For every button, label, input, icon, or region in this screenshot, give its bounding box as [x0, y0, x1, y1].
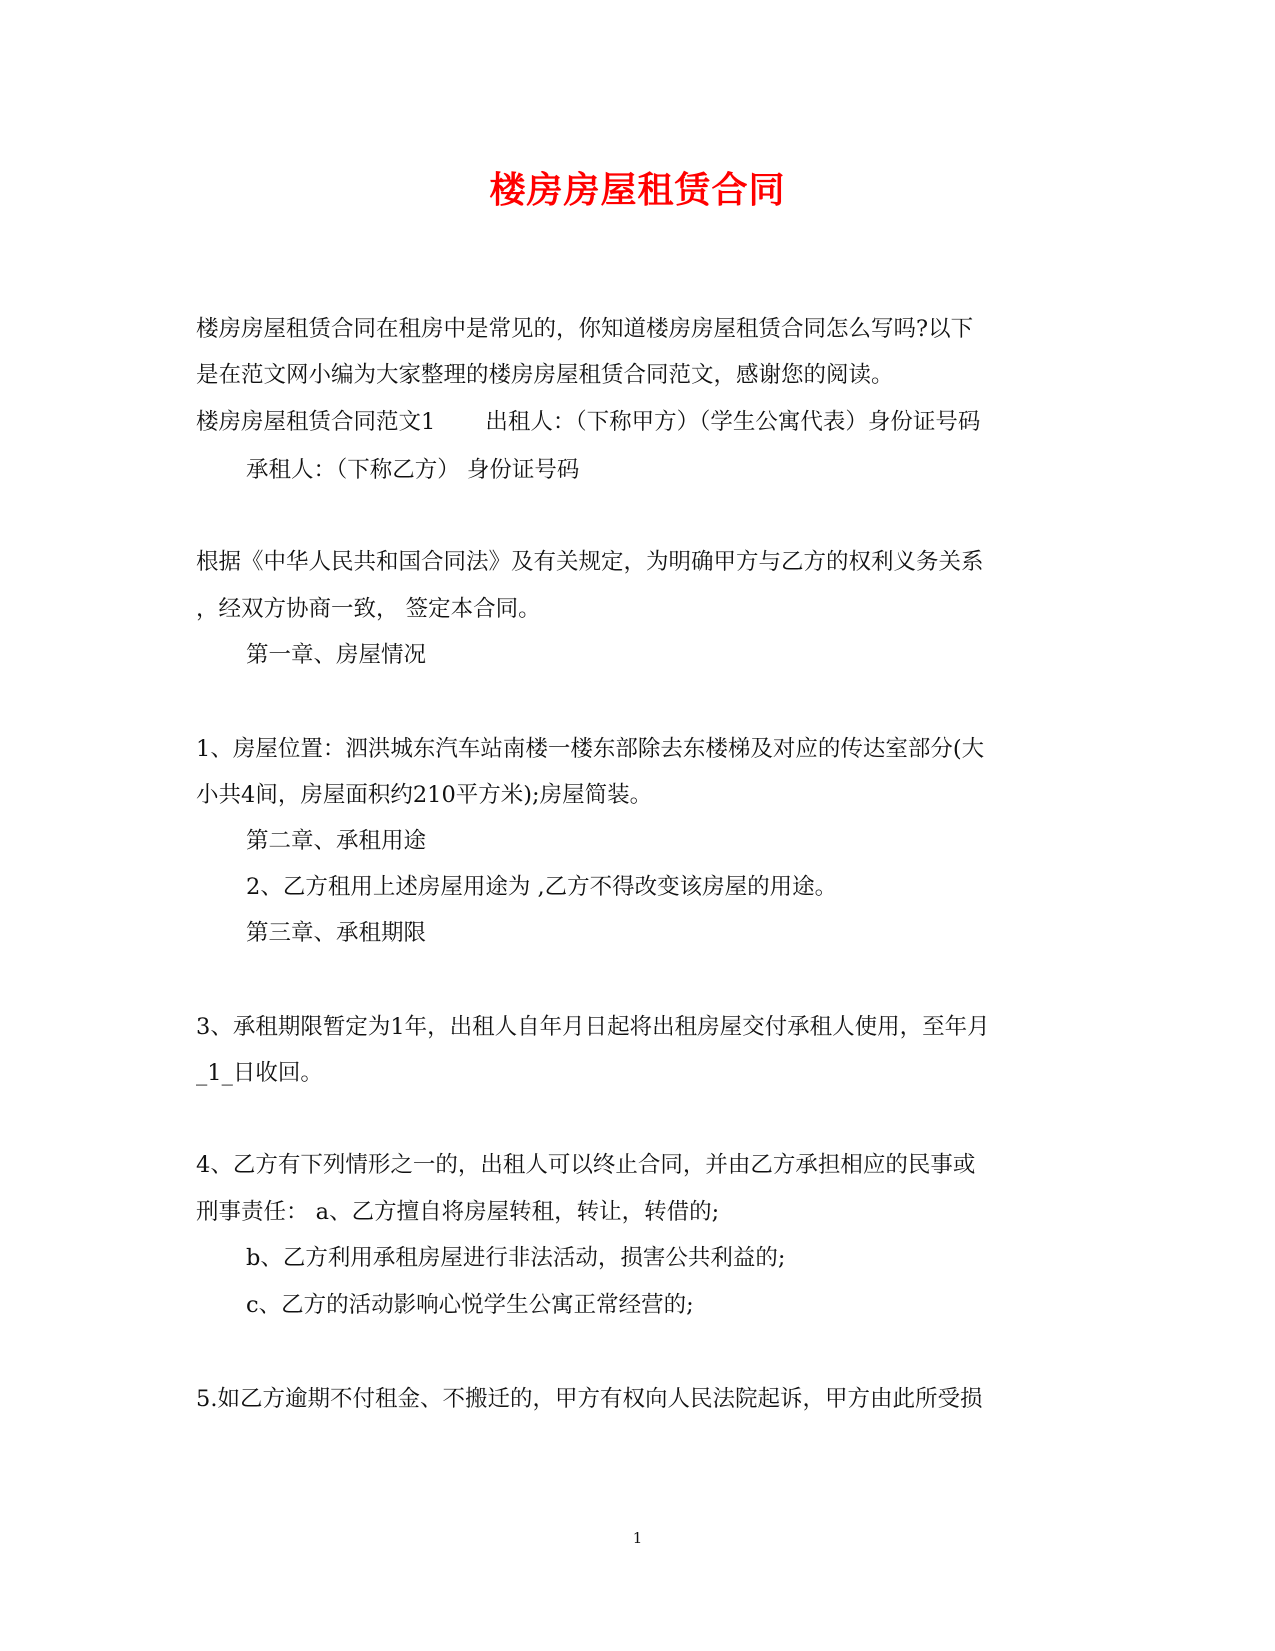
clause-line: 2、乙方租用上述房屋用途为 ,乙方不得改变该房屋的用途。	[246, 874, 838, 900]
clause-line: 刑事责任： a、乙方擅自将房屋转租，转让，转借的;	[196, 1199, 720, 1225]
paragraph-line: 楼房房屋租赁合同在租房中是常见的，你知道楼房房屋租赁合同怎么写吗?以下	[196, 316, 974, 342]
chapter-heading: 第三章、承租期限	[246, 920, 427, 946]
lessee-field: 承租人：（下称乙方） 身份证号码	[246, 457, 580, 483]
page-number: 1	[632, 1529, 643, 1547]
clause-line: _1_日收回。	[196, 1060, 323, 1086]
clause-line: 4、乙方有下列情形之一的，出租人可以终止合同，并由乙方承担相应的民事或	[196, 1152, 976, 1178]
paragraph-line: ，经双方协商一致， 签定本合同。	[196, 596, 541, 622]
paragraph-line: 根据《中华人民共和国合同法》及有关规定，为明确甲方与乙方的权利义务关系	[196, 549, 984, 575]
paragraph-line: 是在范文网小编为大家整理的楼房房屋租赁合同范文，感谢您的阅读。	[196, 362, 894, 388]
clause-line: 3、承租期限暂定为1年，出租人自年月日起将出租房屋交付承租人使用，至年月	[196, 1014, 990, 1040]
clause-line: 小共4间，房屋面积约210平方米);房屋简装。	[196, 782, 653, 808]
clause-item: c、乙方的活动影响心悦学生公寓正常经营的;	[246, 1292, 694, 1318]
clause-line: 1、房屋位置：泗洪城东汽车站南楼一楼东部除去东楼梯及对应的传达室部分(大	[196, 736, 985, 762]
lessor-field: 出租人：（下称甲方）（学生公寓代表）身份证号码	[485, 409, 981, 435]
clause-item: b、乙方利用承租房屋进行非法活动，损害公共利益的;	[246, 1245, 786, 1271]
chapter-heading: 第一章、房屋情况	[246, 642, 427, 668]
clause-line: 5.如乙方逾期不付租金、不搬迁的，甲方有权向人民法院起诉，甲方由此所受损	[196, 1386, 983, 1412]
chapter-heading: 第二章、承租用途	[246, 828, 427, 854]
sample-heading: 楼房房屋租赁合同范文1	[196, 409, 436, 435]
paragraph-line	[196, 407, 980, 437]
document-title: 楼房房屋租赁合同	[489, 169, 786, 211]
